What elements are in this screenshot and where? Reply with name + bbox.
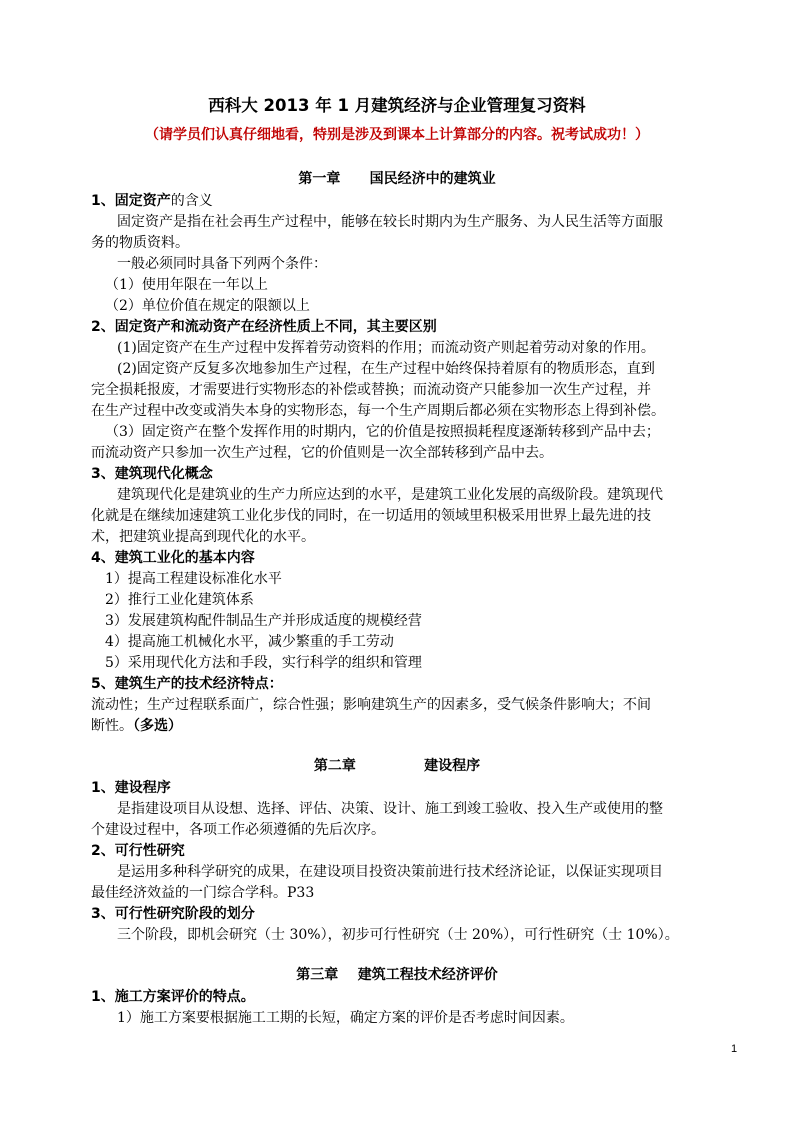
section-1-4-heading: 4、建筑工业化的基本内容 bbox=[91, 550, 255, 566]
section-3-1-heading: 1、施工方案评价的特点。 bbox=[91, 989, 255, 1005]
paragraph-line: 务的物质资料。 bbox=[91, 235, 189, 251]
paragraph-line: 建筑现代化是建筑业的生产力所应达到的水平，是建筑工业化发展的高级阶段。建筑现代 bbox=[117, 487, 663, 503]
paragraph-line: 是运用多种科学研究的成果，在建设项目投资决策前进行技术经济论证，以保证实现项目 bbox=[117, 864, 663, 880]
list-item: 3）发展建筑构配件制品生产并形成适度的规模经营 bbox=[105, 613, 422, 629]
paragraph-text: 断性。 bbox=[91, 718, 133, 734]
paragraph-line: 完全损耗报废，才需要进行实物形态的补偿或替换；而流动资产只能参加一次生产过程，并 bbox=[91, 382, 651, 398]
paragraph-line bbox=[91, 715, 182, 735]
paragraph-line: （3）固定资产在整个发挥作用的时期内，它的价值是按照损耗程度逐渐转移到产品中去； bbox=[105, 424, 660, 440]
paragraph-line: (1)固定资产在生产过程中发挥着劳动资料的作用；而流动资产则起着劳动对象的作用。 bbox=[117, 340, 655, 356]
section-heading-rest: 的含义 bbox=[170, 193, 213, 209]
section-1-2-heading: 2、固定资产和流动资产在经济性质上不同，其主要区别 bbox=[91, 319, 437, 335]
list-item: 1）提高工程建设标准化水平 bbox=[105, 571, 282, 587]
page-number: 1 bbox=[731, 1043, 738, 1055]
section-heading-bold: 1、固定资产 bbox=[91, 193, 171, 209]
paragraph-line: 化就是在继续加速建筑工业化步伐的同时，在一切适用的领域里积极采用世界上最先进的技 bbox=[91, 508, 651, 524]
section-1-5-heading: 5、建筑生产的技术经济特点： bbox=[91, 676, 283, 692]
paragraph-line: 三个阶段，即机会研究（士 30%），初步可行性研究（士 20%），可行性研究（士 10%）。 bbox=[117, 927, 679, 943]
paragraph-line: 而流动资产只参加一次生产过程，它的价值则是一次全部转移到产品中去。 bbox=[91, 445, 553, 461]
section-2-3-heading: 3、可行性研究阶段的划分 bbox=[91, 906, 255, 922]
list-item: 2）推行工业化建筑体系 bbox=[105, 592, 254, 608]
section-1-1-heading bbox=[91, 190, 213, 210]
section-2-2-heading: 2、可行性研究 bbox=[91, 843, 185, 859]
chapter-2-heading: 第二章 建设程序 bbox=[313, 758, 481, 774]
list-item: 4）提高施工机械化水平，减少繁重的手工劳动 bbox=[105, 634, 394, 650]
chapter-1-heading: 第一章 国民经济中的建筑业 bbox=[298, 171, 496, 187]
document-title: 西科大 2013 年 1 月建筑经济与企业管理复习资料 bbox=[208, 96, 586, 115]
paragraph-line: 一般必须同时具备下列两个条件： bbox=[117, 256, 327, 272]
list-item: 5）采用现代化方法和手段，实行科学的组织和管理 bbox=[105, 655, 422, 671]
paragraph-line: 在生产过程中改变或消失本身的实物形态，每一个生产周期后都必须在实物形态上得到补偿。 bbox=[91, 403, 665, 419]
multiple-choice-note: （多选） bbox=[133, 718, 182, 734]
section-2-1-heading: 1、建设程序 bbox=[91, 780, 171, 796]
paragraph-line: 术，把建筑业提高到现代化的水平。 bbox=[91, 529, 315, 545]
paragraph-line: 个建设过程中，各项工作必须遵循的先后次序。 bbox=[91, 822, 385, 838]
paragraph-line: 流动性；生产过程联系面广，综合性强；影响建筑生产的因素多，受气候条件影响大；不间 bbox=[91, 697, 651, 713]
paragraph-line: 固定资产是指在社会再生产过程中，能够在较长时期内为生产服务、为人民生活等方面服 bbox=[117, 214, 663, 230]
list-item: 1）施工方案要根据施工工期的长短，确定方案的评价是否考虑时间因素。 bbox=[117, 1010, 574, 1026]
paragraph-line: 最佳经济效益的一门综合学科。P33 bbox=[91, 885, 315, 901]
section-1-3-heading: 3、建筑现代化概念 bbox=[91, 466, 213, 482]
paragraph-line: (2)固定资产反复多次地参加生产过程，在生产过程中始终保持着原有的物质形态，直到 bbox=[117, 361, 655, 377]
document-subtitle: （请学员们认真仔细地看，特别是涉及到课本上计算部分的内容。祝考试成功！） bbox=[145, 127, 649, 143]
paragraph-line: 是指建设项目从设想、选择、评估、决策、设计、施工到竣工验收、投入生产或使用的整 bbox=[117, 801, 663, 817]
chapter-3-heading: 第三章 建筑工程技术经济评价 bbox=[296, 967, 498, 983]
list-item: （1）使用年限在一年以上 bbox=[105, 277, 268, 293]
list-item: （2）单位价值在规定的限额以上 bbox=[105, 298, 310, 314]
